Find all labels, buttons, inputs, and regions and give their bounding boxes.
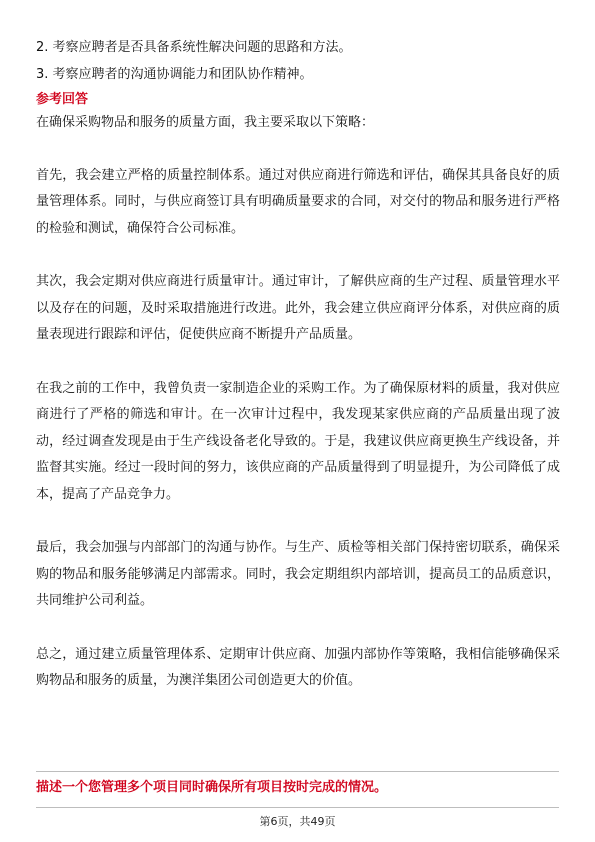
question-top-rule <box>36 771 559 772</box>
answer-paragraph-finally: 最后，我会加强与内部部门的沟通与协作。与生产、质检等相关部门保持密切联系，确保采购的物品和服务能够满足内部需求。同时，我会定期组织内部培训，提高员工的品质意识，共同维护公司利益。 <box>36 540 560 608</box>
list-item-3: 3. 考察应聘者的沟通协调能力和团队协作精神。 <box>36 67 313 82</box>
answer-paragraph-summary: 总之，通过建立质量管理体系、定期审计供应商、加强内部协作等策略，我相信能够确保采购物品和服务的质量，为澳洋集团公司创造更大的价值。 <box>36 646 560 688</box>
list-item-2: 2. 考察应聘者是否具备系统性解决问题的思路和方法。 <box>36 40 352 55</box>
next-question: 描述一个您管理多个项目同时确保所有项目按时完成的情况。 <box>36 780 388 795</box>
page-content <box>36 34 560 695</box>
page-number-footer: 第6页，共49页 <box>259 815 336 828</box>
question-bottom-rule <box>36 807 559 808</box>
answer-paragraph-second: 其次，我会定期对供应商进行质量审计。通过审计，了解供应商的生产过程、质量管理水平以及存在的问题，及时采取措施进行改进。此外，我会建立供应商评分体系，对供应商的质量表现进行跟踪和评估，促使供应商不断提升产品质量。 <box>36 274 560 342</box>
answer-heading: 参考回答 <box>36 92 89 107</box>
answer-intro-paragraph: 在确保采购物品和服务的质量方面，我主要采取以下策略： <box>36 115 375 130</box>
answer-paragraph-first: 首先，我会建立严格的质量控制体系。通过对供应商进行筛选和评估，确保其具备良好的质量管理体系。同时，与供应商签订具有明确质量要求的合同，对交付的物品和服务进行严格的检验和测试，确保符合公司标准。 <box>36 167 560 236</box>
answer-paragraph-example: 在我之前的工作中，我曾负责一家制造企业的采购工作。为了确保原材料的质量，我对供应商进行了严格的筛选和审计。在一次审计过程中，我发现某家供应商的产品质量出现了波动，经过调查发现是由于生产线设备老化导致的。于是，我建议供应商更换生产线设备，并监督其实施。经过一段时间的努力，该供应商的产品质量得到了明显提升，为公司降低了成本，提高了产品竞争力。 <box>36 380 560 502</box>
